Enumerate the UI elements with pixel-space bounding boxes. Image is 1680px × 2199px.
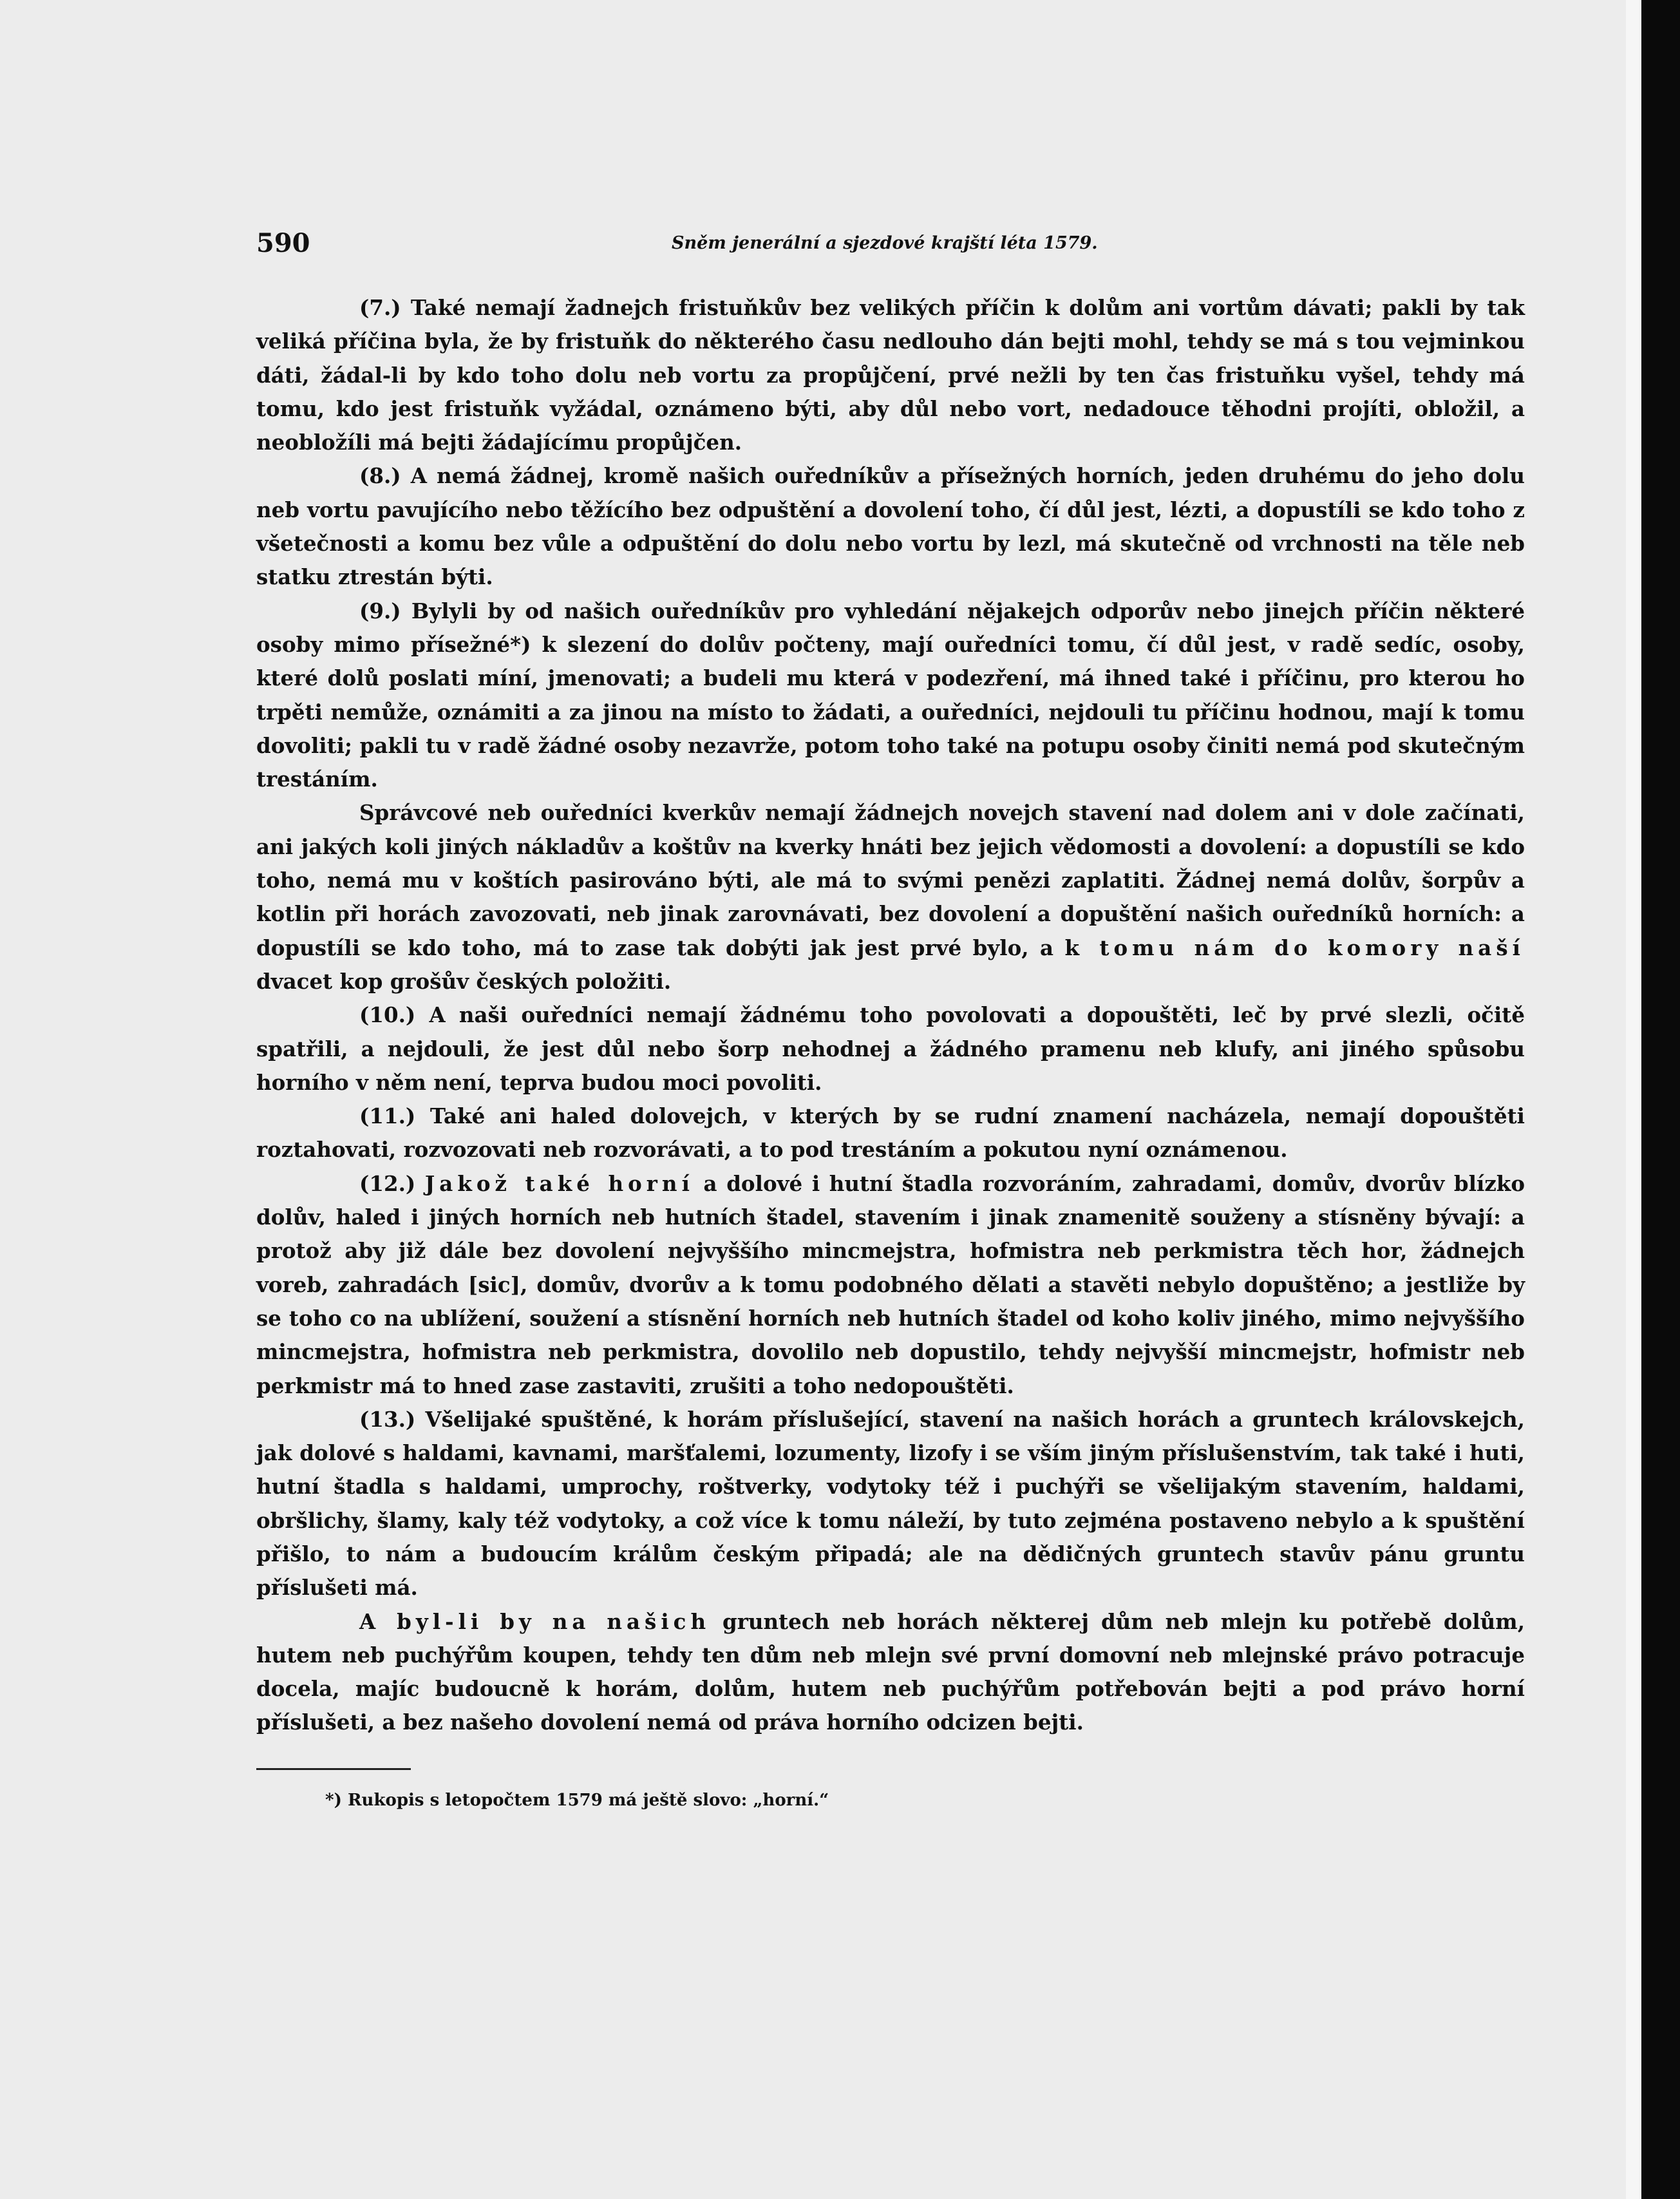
paragraph-11: (11.) Také ani haled dolovejch, v kterých by se rudní znamení nacházela, nemají dopouštěti roztahovati, rozvozovati neb rozvorávati, a to pod trestáním a pokutou nyní oznámenou. <box>256 1103 1525 1163</box>
spaced-text: Jakož také horní <box>424 1170 694 1196</box>
paragraph-text: dvacet kop grošův českých položiti. <box>256 968 672 994</box>
paragraph-text: (12.) <box>359 1170 425 1196</box>
footnote: *) Rukopis s letopočtem 1579 má ještě slovo: „horní.“ <box>325 1791 829 1810</box>
paragraph-7: (7.) Také nemají žadnejch fristuňkův bez velikých příčin k dolům ani vortům dávati; pakli by tak veliká příčina byla, že by fristuňk do některého času nedlouho dán bejti mohl, tehdy se má s tou vejminkou dáti, žádal-li by kdo toho dolu neb vortu za propůjčení, prvé nežli by ten čas fristuňku vyšel, tehdy má tomu, kdo jest fristuňk vyžádal, oznámeno býti, aby důl nebo vort, nedadouce těhodni projíti, obložil, a neobložíli má bejti žádajícímu propůjčen. <box>256 295 1525 455</box>
paragraph-text: Správcové neb ouředníci kverkův nemají žádnejch novejch stavení nad dolem ani v dole začínati, ani jakých koli jiných nákladův a koštův na kverky hnáti bez jejich vědomosti a dovolení: a dopustíli se kdo toho, nemá mu v koštích pasirováno býti, ale má to svými penězi zaplatiti. Žádnej nemá dolův, šorpův a kotlin při horách zavozovati, neb jinak zarovnávati, bez dovolení a dopuštění našich ouředníků horních: a dopustíli se kdo toho, má to zase tak dobýti jak jest prvé bylo, a <box>256 800 1525 960</box>
paragraph-10: (10.) A naši ouředníci nemají žádnému toho povolovati a dopouštěti, leč by prvé slezli, očitě spatřili, a nejdouli, že jest důl nebo šorp nehodnej a žádného pramenu neb klufy, ani jiného spůsobu horního v něm není, teprva budou moci povoliti. <box>256 1002 1525 1095</box>
running-title: Sněm jenerální a sjezdové krajští léta 1579. <box>672 233 1098 253</box>
paragraph-12 <box>256 1167 1525 1403</box>
scan-border <box>1641 0 1680 2199</box>
paragraph-13: (13.) Všelijaké spuštěné, k horám příslušející, stavení na našich horách a gruntech královskejch, jak dolové s haldami, kavnami, maršťalemi, lozumenty, lizofy i se vším jiným příslušenstvím, tak také i huti, hutní štadla s haldami, umprochy, roštverky, vodytoky též i puchýři se všelijakým stavením, haldami, obršlichy, šlamy, kaly též vodytoky, a což více k tomu náleží, by tuto zejména postaveno nebylo a k spuštění přišlo, to nám a budoucím králům českým připadá; ale na dědičných gruntech stavův pánu gruntu příslušeti má. <box>256 1406 1525 1601</box>
paragraph-9: (9.) Bylyli by od našich ouředníkův pro vyhledání nějakejch odporův nebo jinejch příčin některé osoby mimo přísežné*) k slezení do dolův počteny, mají ouředníci tomu, čí důl jest, v radě sedíc, osoby, které dolů poslati míní, jmenovati; a budeli mu která v podezření, má ihned také i příčinu, pro kterou ho trpěti nemůže, oznámiti a za jinou na místo to žádati, a ouředníci, nejdouli tu příčinu hodnou, mají k tomu dovoliti; pakli tu v radě žádné osoby nezavrže, potom toho také na potupu osoby činiti nemá pod skutečným trestáním. <box>256 598 1525 792</box>
page-header <box>256 224 1531 263</box>
paragraph-8: (8.) A nemá žádnej, kromě našich ouředníkův a přísežných horních, jeden druhému do jeho dolu neb vortu pavujícího nebo těžícího bez odpuštění a dovolení toho, čí důl jest, lézti, a dopustíli se kdo toho z všetečnosti a komu bez vůle a odpuštění do dolu nebo vortu by lezl, má skutečně od vrchnosti na těle neb statku ztrestán býti. <box>256 463 1525 590</box>
paragraph-spravcove <box>256 796 1525 998</box>
page-edge-gap <box>1626 0 1641 2199</box>
page-number: 590 <box>256 228 310 258</box>
paragraph-a-byl-li <box>256 1605 1525 1740</box>
spaced-text: A byl-li by na našich <box>359 1608 711 1634</box>
paragraph-text: a dolové i hutní štadla rozvoráním, zahradami, domův, dvorův blízko dolův, haled i jiných horních neb hutních štadel, stavením i jinak znamenitě souženy a stísněny bývají: a protož aby již dále bez dovolení nejvyššího mincmejstra, hofmistra neb perkmistra těch hor, žádnejch voreb, zahradách [sic], domův, dvorův a k tomu podobného dělati a stavěti nebylo dopuštěno; a jestliže by se toho co na ublížení, soužení a stísnění horních neb hutních štadel od koho koliv jiného, mimo nejvyššího mincmejstra, hofmistra neb perkmistra, dovolilo neb dopustilo, tehdy nejvyšší mincmejstr, hofmistr neb perkmistr má to hned zase zastaviti, zrušiti a toho nedopouštěti. <box>256 1170 1525 1398</box>
body-text <box>256 291 1525 1740</box>
footnote-divider <box>256 1768 411 1770</box>
paragraph-text: gruntech neb horách některej dům neb mlejn ku potřebě dolům, hutem neb puchýřům koupen, tehdy ten dům neb mlejn své první domovní neb mlejnské právo potracuje docela, majíc budoucně k horám, dolům, hutem neb puchýřům potřebován bejti a pod právo horní příslušeti, a bez našeho dovolení nemá od práva horního odcizen bejti. <box>256 1608 1525 1735</box>
spaced-text: k tomu nám do komory naší <box>1064 935 1525 960</box>
